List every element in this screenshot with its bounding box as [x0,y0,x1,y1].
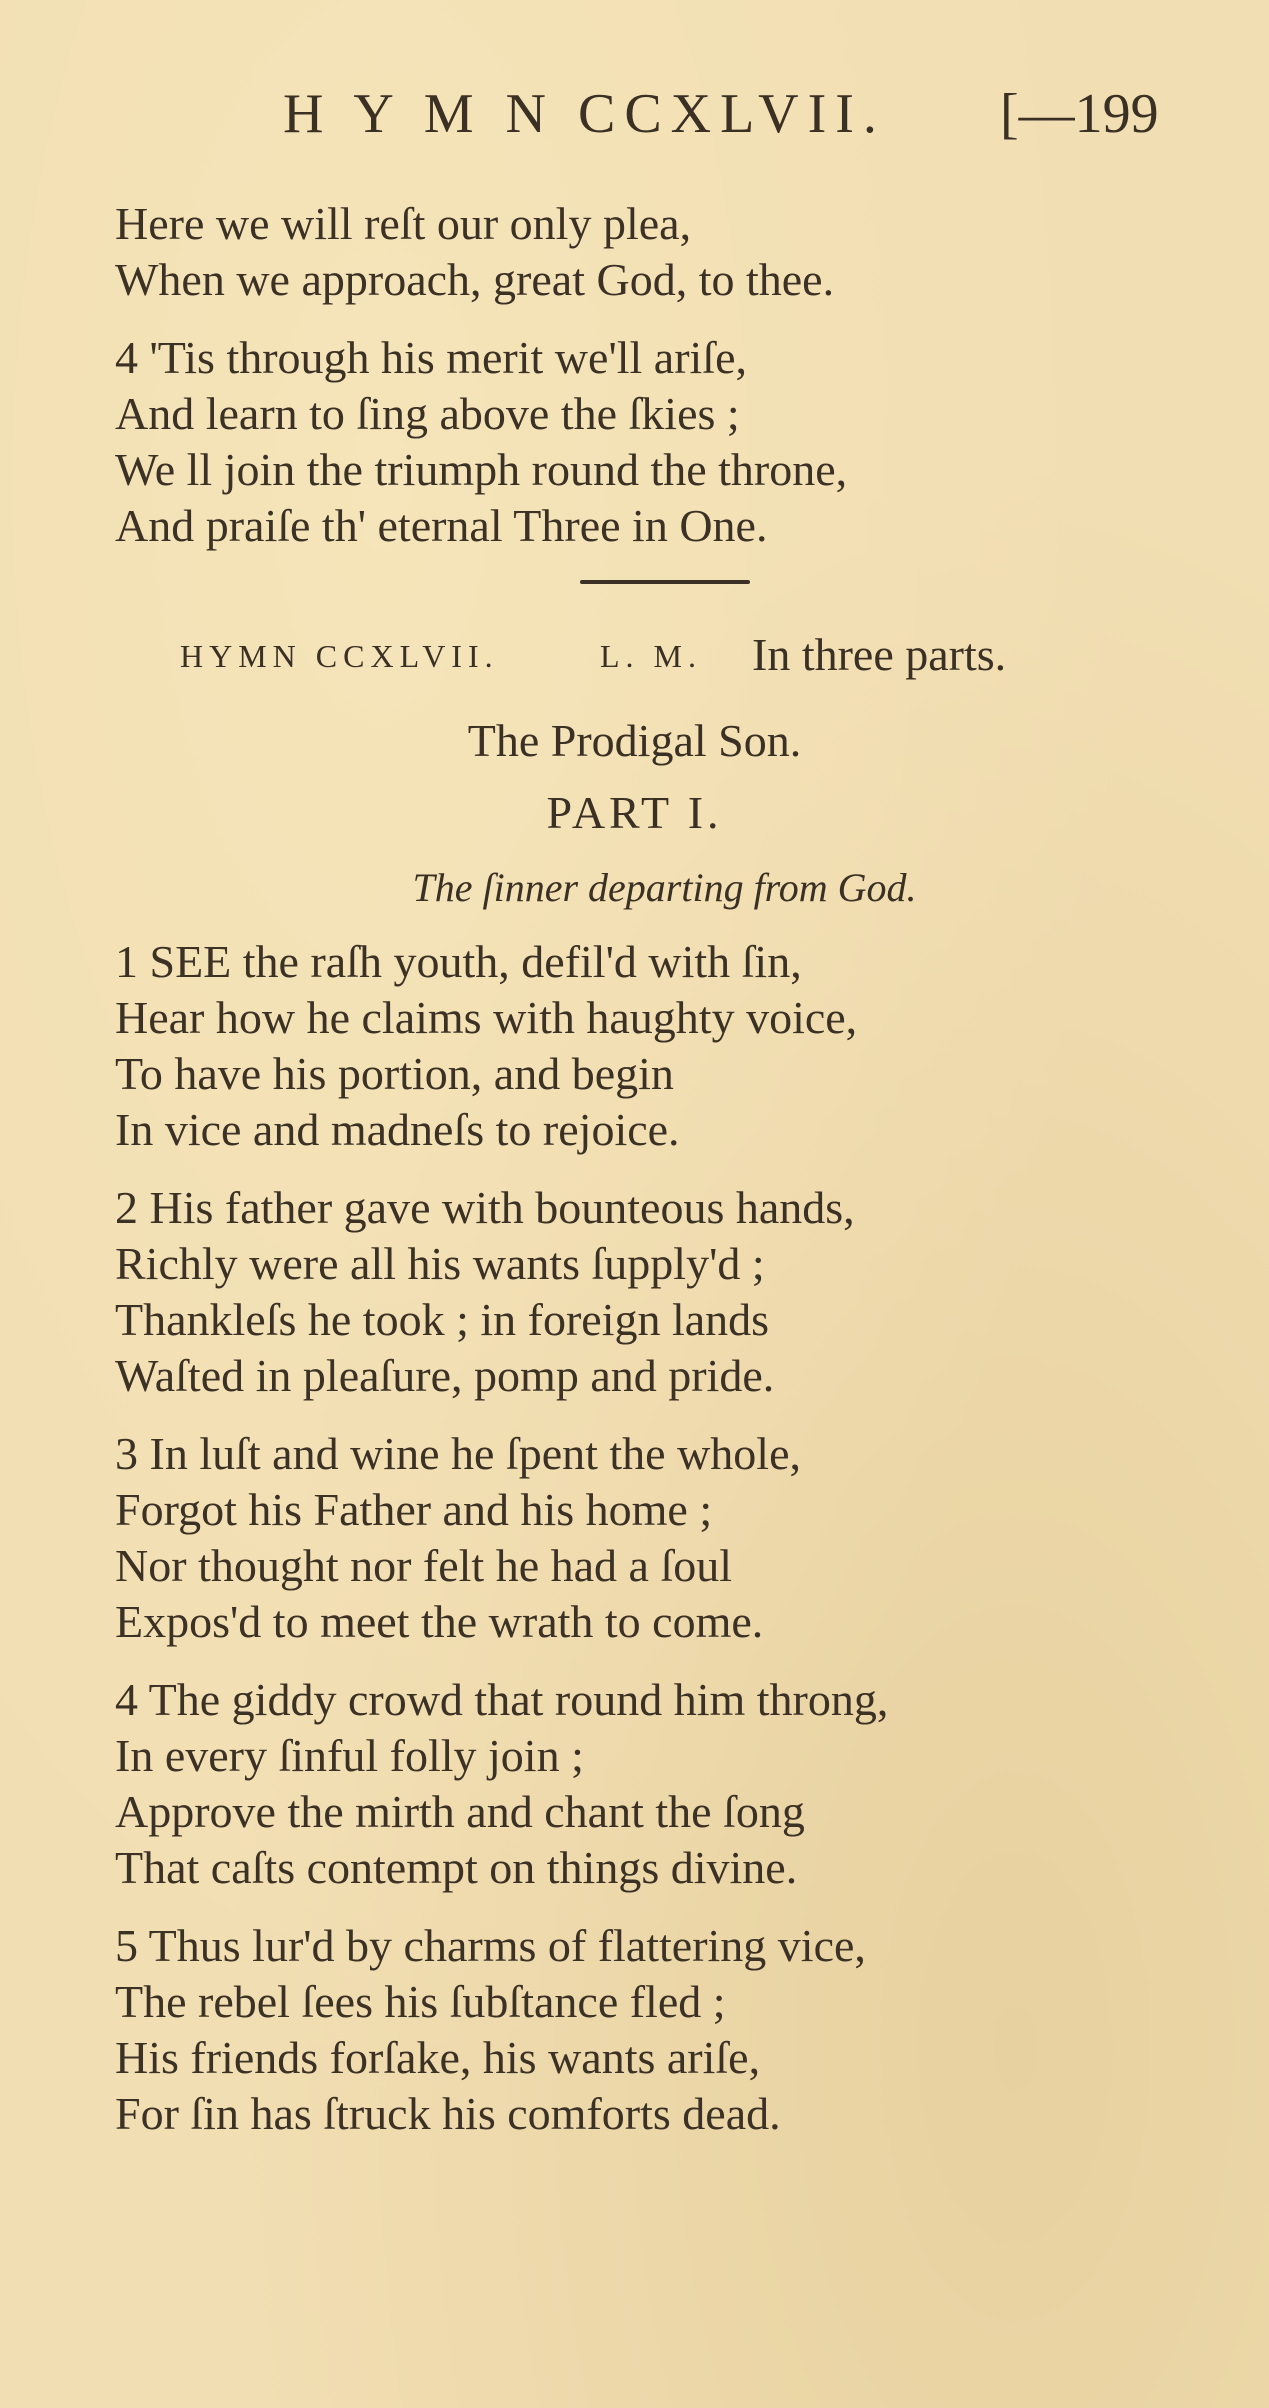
verse-line: The rebel ſees his ſubſtance fled ; [115,1976,726,2027]
hymn-parts-note: In three parts. [752,629,1007,680]
hymn-heading [180,628,1240,684]
hymn-meter: L. M. [600,638,702,674]
verse-line: When we approach, great God, to thee. [115,254,835,305]
stanza-1 [115,934,1235,1158]
verse-line: Hear how he claims with haughty voice, [115,992,858,1043]
running-header [0,82,1269,152]
stanza-4 [115,330,1235,554]
stanza-2 [115,1180,1235,1404]
verse-line: Forgot his Father and his home ; [115,1484,713,1535]
section-divider [580,580,750,584]
stanza-5 [115,1918,1235,2142]
preceding-hymn-text [115,196,1235,576]
stanza-3 [115,1426,1235,1650]
verse-line: For ſin has ſtruck his comforts dead. [115,2088,781,2139]
verse-line: That caſts contempt on things divine. [115,1842,798,1893]
hymn-argument: The ſinner departing from God. [412,865,917,910]
verse-line: Nor thought nor felt he had a ſoul [115,1540,733,1591]
verse-line: In every ſinful folly join ; [115,1730,584,1781]
verse-line: To have his portion, and begin [115,1048,674,1099]
verse-line: And praiſe th' eternal Three in One. [115,500,768,551]
part-heading: PART I. [546,787,723,838]
verse-line: Here we will reſt our only plea, [115,198,692,249]
verse-line: Thankleſs he took ; in foreign lands [115,1294,770,1345]
verse-line: Waſted in pleaſure, pomp and pride. [115,1350,775,1401]
verse-line: 4 'Tis through his merit we'll ariſe, [115,332,748,383]
verse-line: 1 SEE the raſh youth, defil'd with ſin, [115,936,802,987]
verse-line: 4 The giddy crowd that round him throng, [115,1674,889,1725]
verse-line: 2 His father gave with bounteous hands, [115,1182,855,1233]
verse-line: 5 Thus lur'd by charms of flattering vice, [115,1920,866,1971]
page-number: [—199 [1000,83,1159,145]
hymn-number: HYMN CCXLVII. [180,638,499,674]
verse-line: And learn to ſing above the ſkies ; [115,388,740,439]
hymn-subtitle: The Prodigal Son. [467,715,802,766]
verse-line: Richly were all his wants ſupply'd ; [115,1238,765,1289]
hymn-text [115,934,1235,2164]
verse-line: Approve the mirth and chant the ſong [115,1786,805,1837]
verse-line: 3 In luſt and wine he ſpent the whole, [115,1428,802,1479]
verse-line: In vice and madneſs to rejoice. [115,1104,680,1155]
verse-line: Expos'd to meet the wrath to come. [115,1596,764,1647]
stanza-4 [115,1672,1235,1896]
running-title: H Y M N CCXLVII. [283,83,886,145]
stanza-ending [115,196,1235,308]
verse-line: His friends forſake, his wants ariſe, [115,2032,761,2083]
verse-line: We ll join the triumph round the throne, [115,444,848,495]
